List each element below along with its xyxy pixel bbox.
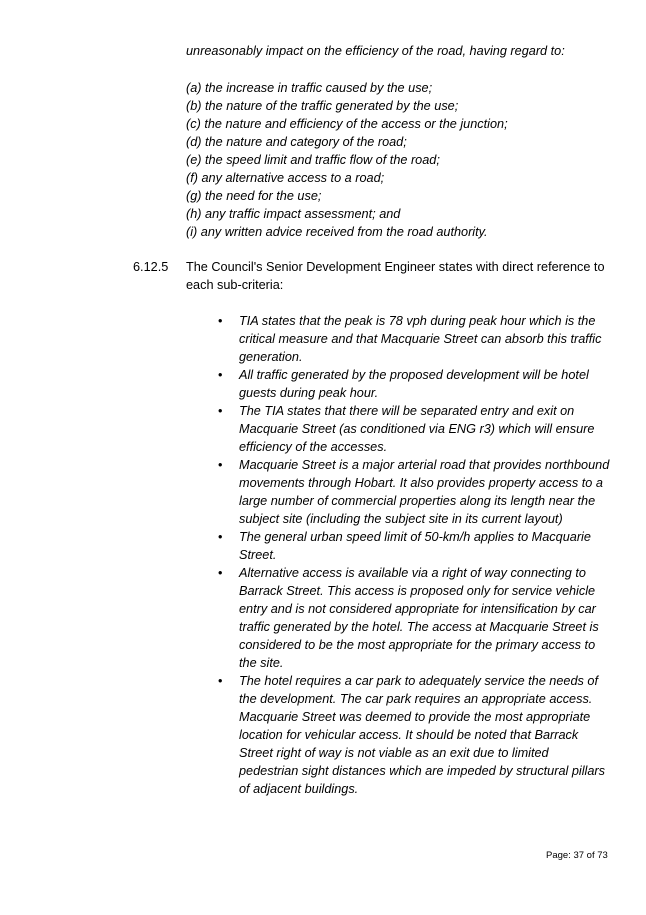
criteria-item: (g) the need for the use; [186, 189, 322, 203]
criteria-item: (i) any written advice received from the road authority. [186, 225, 488, 239]
intro-text: unreasonably impact on the efficiency of the road, having regard to: [186, 44, 565, 58]
bullet-text: The general urban speed limit of 50-km/h applies to Macquarie Street. [239, 530, 591, 562]
bullet-icon: • [218, 368, 223, 382]
criteria-item: (a) the increase in traffic caused by the use; [186, 81, 433, 95]
bullet-icon: • [218, 458, 223, 472]
bullet-item [218, 402, 611, 456]
bullet-icon: • [218, 566, 223, 580]
bullet-text: The TIA states that there will be separated entry and exit on Macquarie Street (as conditioned via ENG r3) which will ensure efficiency of the accesses. [239, 404, 595, 454]
bullet-text: All traffic generated by the proposed development will be hotel guests during peak hour. [239, 368, 589, 400]
bullet-item [218, 312, 611, 366]
bullet-text: The hotel requires a car park to adequately service the needs of the development. The car park requires an appropriate access. Macquarie Street was deemed to provide the most appropriate location for vehicular access. It should be noted that Barrack Street right of way is not viable as an exit due to limited pedestrian sight distances which are impeded by structural pillars of adjacent buildings. [239, 674, 606, 796]
engineer-comments-list [218, 312, 611, 798]
bullet-item [218, 456, 611, 528]
page-number-footer: Page: 37 of 73 [546, 850, 608, 861]
bullet-icon: • [218, 314, 223, 328]
criteria-item: (d) the nature and category of the road; [186, 135, 407, 149]
bullet-item [218, 366, 611, 402]
bullet-icon: • [218, 674, 223, 688]
criteria-item: (f) any alternative access to a road; [186, 171, 385, 185]
paragraph-number: 6.12.5 [133, 260, 169, 274]
paragraph-text: The Council's Senior Development Engineer states with direct reference to each sub-criteria: [186, 260, 605, 292]
bullet-item [218, 528, 611, 564]
bullet-item [218, 564, 611, 672]
bullet-text: TIA states that the peak is 78 vph during peak hour which is the critical measure and that Macquarie Street can absorb this traffic generation. [239, 314, 602, 364]
criteria-item: (b) the nature of the traffic generated by the use; [186, 99, 459, 113]
bullet-item [218, 672, 611, 798]
bullet-icon: • [218, 530, 223, 544]
bullet-text: Alternative access is available via a right of way connecting to Barrack Street. This access is proposed only for service vehicle entry and is not considered appropriate for intensification by car traffic generated by the hotel. The access at Macquarie Street is considered to be the most appropriate for the primary access to the site. [239, 566, 599, 670]
criteria-item: (h) any traffic impact assessment; and [186, 207, 401, 221]
criteria-item: (e) the speed limit and traffic flow of the road; [186, 153, 440, 167]
criteria-item: (c) the nature and efficiency of the access or the junction; [186, 117, 508, 131]
bullet-icon: • [218, 404, 223, 418]
criteria-list [186, 79, 616, 241]
bullet-text: Macquarie Street is a major arterial road that provides northbound movements through Hobart. It also provides property access to a large number of commercial properties along its length near the subject site (including the subject site in its current layout) [239, 458, 610, 526]
